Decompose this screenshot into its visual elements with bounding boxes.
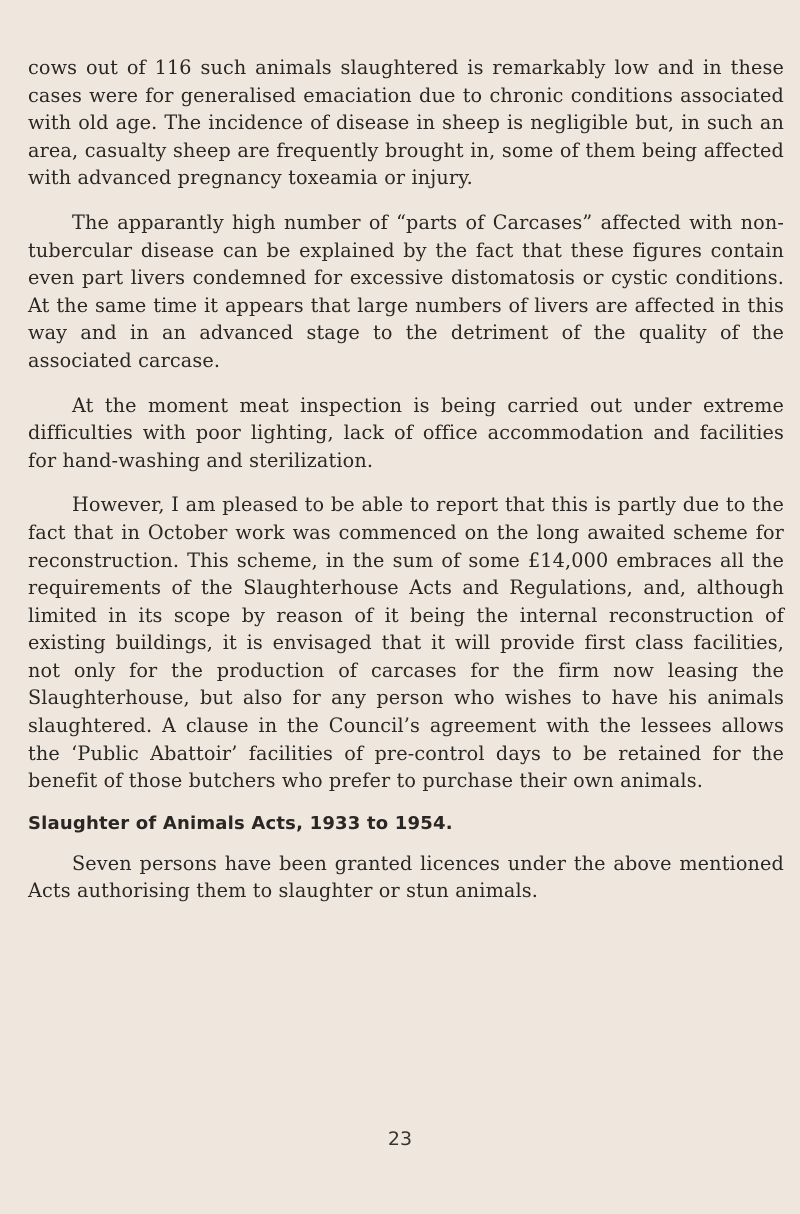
paragraph-licences: Seven persons have been granted licences under the above mentioned Acts authorising them to slaughter or stun animals. xyxy=(28,851,784,903)
page-number: 23 xyxy=(387,1128,413,1150)
document-page xyxy=(28,54,784,905)
section-heading: Slaughter of Animals Acts, 1933 to 1954. xyxy=(28,812,453,834)
paragraph-reconstruction-scheme: However, I am pleased to be able to report that this is partly due to the fact that in October work was commenced on the long awaited scheme for reconstruction. This scheme, in the sum of some £14,000 embraces all the requirements of the Slaughterhouse Acts and Regulations, and, although limited in its scope by reason of it being the internal reconstruction of existing buildings, it is envisaged that it will provide first class facilities, not only for the production of carcases for the firm now leasing the Slaughterhouse, but also for any person who wishes to have his animals slaughtered. A clause in the Council’s agreement with the lessees allows the ‘Public Abattoir’ facilities of pre-control days to be retained for the benefit of those butchers who prefer to purchase their own animals. xyxy=(28,493,784,793)
paragraph-meat-inspection: At the moment meat inspection is being carried out under extreme difficulties with poor lighting, lack of office accommodation and facilities for hand-washing and sterilization. xyxy=(28,393,784,472)
paragraph-cows-slaughtered: cows out of 116 such animals slaughtered is remarkably low and in these cases were for generalised emaciation due to chronic conditions associated with old age. The incidence of disease in sheep is negligible but, in such an area, casualty sheep are frequently brought in, some of them being affected with advanced pregnancy toxeamia or injury. xyxy=(28,56,784,190)
paragraph-parts-of-carcases: The apparantly high number of “parts of Carcases” affected with non-tubercular disease can be explained by the fact that these figures contain even part livers condemned for excessive distomatosis or cystic conditions. At the same time it appears that large numbers of livers are affected in this way and in an advanced stage to the detriment of the quality of the associated carcase. xyxy=(28,210,784,372)
